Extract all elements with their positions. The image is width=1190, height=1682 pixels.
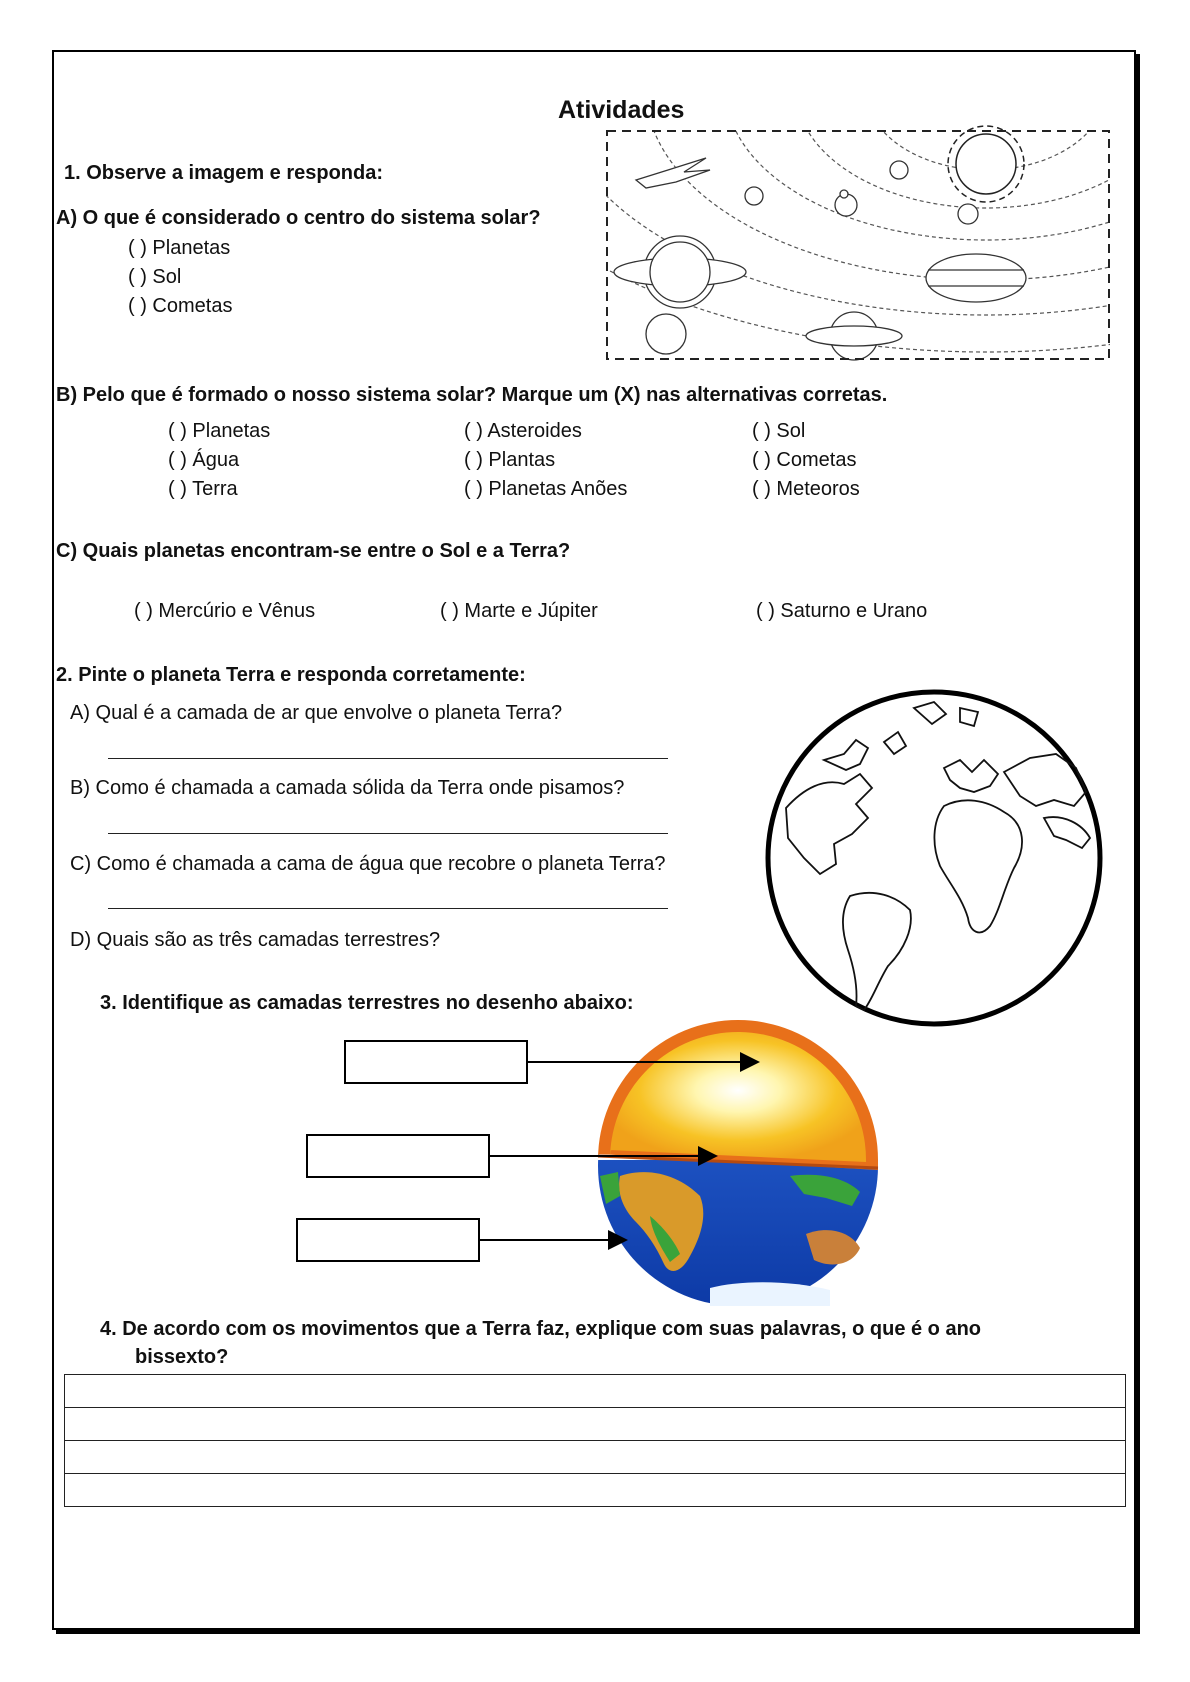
option-1a-3[interactable]: ( ) Cometas: [128, 295, 233, 317]
question-1b-text: B) Pelo que é formado o nosso sistema solar? Marque um (X) nas alternativas corretas.: [56, 384, 888, 406]
page-title: Atividades: [558, 96, 685, 124]
option-1b-9[interactable]: ( ) Meteoros: [752, 478, 860, 500]
question-2d-text: D) Quais são as três camadas terrestres?: [70, 929, 441, 951]
question-1c-text: C) Quais planetas encontram-se entre o Sol e a Terra?: [56, 540, 571, 562]
answer-row-4[interactable]: [65, 1474, 1126, 1507]
question-2a-text: A) Qual é a camada de ar que envolve o planeta Terra?: [70, 702, 563, 724]
option-1b-7[interactable]: ( ) Sol: [752, 420, 806, 442]
option-1b-1[interactable]: ( ) Planetas: [168, 420, 271, 442]
question-2c-text: C) Como é chamada a cama de água que recobre o planeta Terra?: [70, 853, 666, 875]
option-1b-8[interactable]: ( ) Cometas: [752, 449, 857, 471]
answer-row-2[interactable]: [65, 1408, 1126, 1441]
answer-row-1[interactable]: [65, 1375, 1126, 1408]
question-2b-text: B) Como é chamada a camada sólida da Terra onde pisamos?: [70, 777, 625, 799]
option-1a-1[interactable]: ( ) Planetas: [128, 237, 231, 259]
question-4-heading-line1: 4. De acordo com os movimentos que a Terra faz, explique com suas palavras, o que é o ano: [100, 1318, 982, 1340]
option-1a-2[interactable]: ( ) Sol: [128, 266, 182, 288]
option-1b-6[interactable]: ( ) Planetas Anões: [464, 478, 628, 500]
option-1b-4[interactable]: ( ) Asteroides: [464, 420, 582, 442]
option-1b-2[interactable]: ( ) Água: [168, 449, 240, 471]
answer-table-4: [64, 1374, 1126, 1507]
option-1c-3[interactable]: ( ) Saturno e Urano: [756, 600, 928, 622]
question-3-heading: 3. Identifique as camadas terrestres no desenho abaixo:: [100, 992, 634, 1014]
answer-row-3[interactable]: [65, 1441, 1126, 1474]
question-4-heading-line2: bissexto?: [135, 1346, 229, 1368]
question-2-heading: 2. Pinte o planeta Terra e responda corretamente:: [56, 664, 526, 686]
option-1c-2[interactable]: ( ) Marte e Júpiter: [440, 600, 598, 622]
option-1b-3[interactable]: ( ) Terra: [168, 478, 238, 500]
option-1c-1[interactable]: ( ) Mercúrio e Vênus: [134, 600, 316, 622]
question-1a-text: A) O que é considerado o centro do sistema solar?: [56, 207, 541, 229]
option-1b-5[interactable]: ( ) Plantas: [464, 449, 556, 471]
question-1-heading: 1. Observe a imagem e responda:: [64, 162, 384, 184]
